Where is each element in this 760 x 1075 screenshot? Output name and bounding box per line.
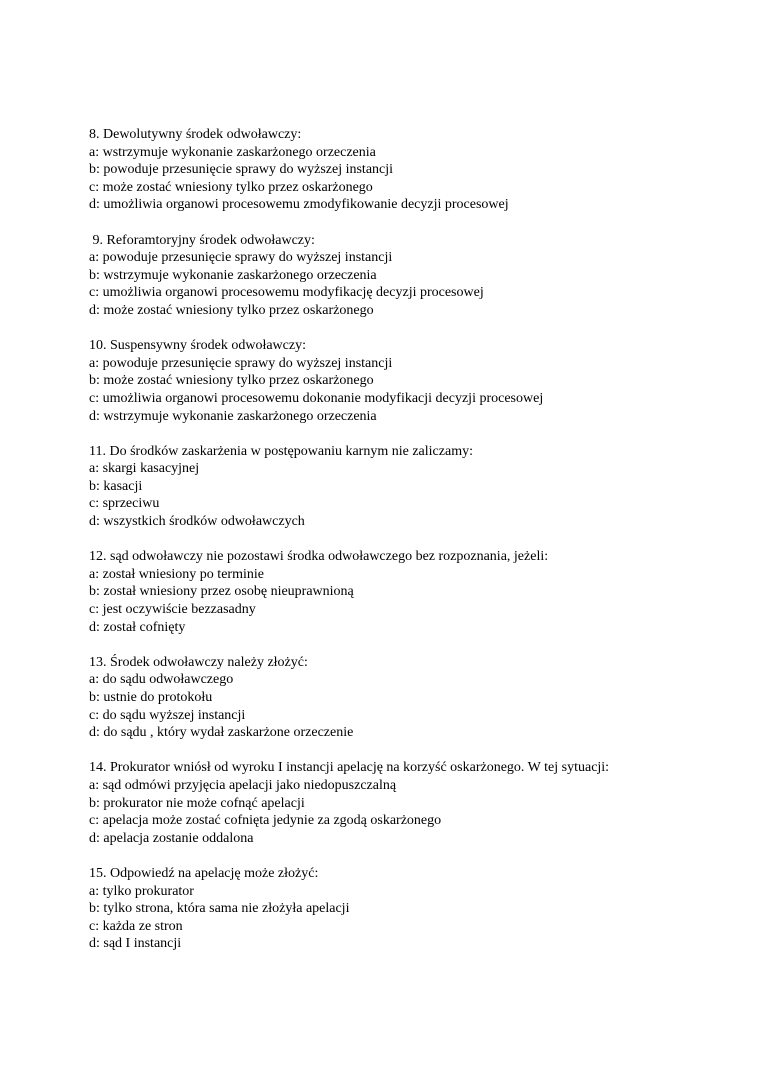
answer-option-c: c: umożliwia organowi procesowemu dokonanie modyfikacji decyzji procesowej: [89, 390, 544, 406]
answer-option-b: b: został wniesiony przez osobę nieuprawnioną: [89, 584, 354, 600]
answer-option-a: a: sąd odmówi przyjęcia apelacji jako niedopuszczalną: [89, 777, 397, 793]
answer-option-c: c: każda ze stron: [89, 918, 183, 934]
answer-option-d: d: może zostać wniesiony tylko przez oskarżonego: [89, 302, 374, 318]
answer-option-c: c: do sądu wyższej instancji: [89, 707, 246, 723]
answer-option-a: a: tylko prokurator: [89, 883, 194, 899]
question-12: [89, 548, 709, 636]
answer-option-a: a: został wniesiony po terminie: [89, 566, 264, 582]
question-9: [89, 232, 709, 320]
answer-option-a: a: wstrzymuje wykonanie zaskarżonego orzeczenia: [89, 144, 376, 160]
question-14: [89, 759, 709, 847]
answer-option-c: c: umożliwia organowi procesowemu modyfikację decyzji procesowej: [89, 285, 484, 301]
question-title: 9. Reforamtoryjny środek odwoławczy:: [89, 232, 315, 248]
answer-option-a: a: skargi kasacyjnej: [89, 461, 200, 477]
answer-option-a: a: do sądu odwoławczego: [89, 672, 234, 688]
question-title: 14. Prokurator wniósł od wyroku I instancji apelację na korzyść oskarżonego. W tej sytuacji:: [89, 760, 610, 776]
answer-option-b: b: prokurator nie może cofnąć apelacji: [89, 795, 305, 811]
question-title: 10. Suspensywny środek odwoławczy:: [89, 338, 306, 354]
answer-option-b: b: tylko strona, która sama nie złożyła apelacji: [89, 901, 350, 917]
question-title: 8. Dewolutywny środek odwoławczy:: [89, 127, 302, 142]
answer-option-d: d: do sądu , który wydał zaskarżone orzeczenie: [89, 725, 354, 741]
question-11: [89, 443, 709, 531]
document-page: [89, 126, 709, 971]
answer-option-b: b: ustnie do protokołu: [89, 690, 213, 705]
answer-option-b: b: wstrzymuje wykonanie zaskarżonego orzeczenia: [89, 267, 377, 283]
answer-option-c: c: może zostać wniesiony tylko przez oskarżonego: [89, 179, 373, 195]
answer-option-d: d: sąd I instancji: [89, 936, 182, 952]
question-title: 12. sąd odwoławczy nie pozostawi środka odwoławczego bez rozpoznania, jeżeli:: [89, 549, 549, 565]
answer-option-b: b: może zostać wniesiony tylko przez oskarżonego: [89, 373, 374, 389]
question-title: 13. Środek odwoławczy należy złożyć:: [89, 654, 308, 670]
answer-option-c: c: jest oczywiście bezzasadny: [89, 602, 256, 618]
question-10: [89, 337, 709, 425]
answer-option-c: c: sprzeciwu: [89, 496, 160, 512]
question-title: 15. Odpowiedź na apelację może złożyć:: [89, 865, 319, 881]
answer-option-a: a: powoduje przesunięcie sprawy do wyższej instancji: [89, 250, 393, 266]
answer-option-a: a: powoduje przesunięcie sprawy do wyższej instancji: [89, 355, 393, 371]
answer-option-d: d: wstrzymuje wykonanie zaskarżonego orzeczenia: [89, 408, 377, 424]
question-15: [89, 865, 709, 953]
answer-option-d: d: umożliwia organowi procesowemu zmodyfikowanie decyzji procesowej: [89, 197, 509, 213]
question-title: 11. Do środków zaskarżenia w postępowaniu karnym nie zaliczamy:: [89, 443, 473, 459]
answer-option-d: d: wszystkich środków odwoławczych: [89, 514, 305, 530]
answer-option-b: b: kasacji: [89, 478, 143, 494]
answer-option-c: c: apelacja może zostać cofnięta jedynie za zgodą oskarżonego: [89, 813, 442, 829]
answer-option-d: d: został cofnięty: [89, 619, 186, 635]
answer-option-b: b: powoduje przesunięcie sprawy do wyższej instancji: [89, 162, 394, 178]
question-13: [89, 654, 709, 742]
answer-option-d: d: apelacja zostanie oddalona: [89, 830, 254, 846]
question-8: [89, 126, 709, 214]
